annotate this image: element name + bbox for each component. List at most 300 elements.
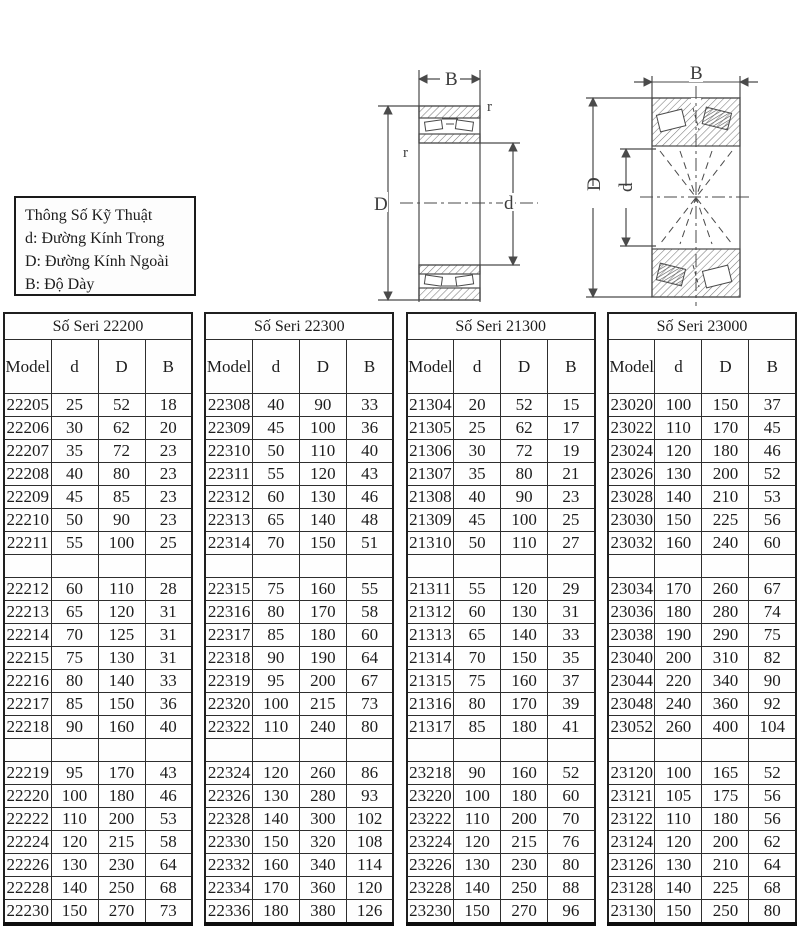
table-row [407,785,595,808]
value-cell: 140 [51,877,98,900]
value-cell: 40 [252,394,299,417]
value-cell: 60 [346,624,393,647]
value-cell: 270 [501,900,548,925]
dim-label-D: D [584,177,605,191]
separator-cell [655,555,702,578]
value-cell: 33 [145,670,192,693]
column-header-d: D [501,340,548,394]
value-cell: 125 [98,624,145,647]
value-cell: 126 [346,900,393,925]
table-row [407,647,595,670]
table-row [407,831,595,854]
separator-cell [299,739,346,762]
separator-cell [98,555,145,578]
model-cell: 22208 [4,463,51,486]
value-cell: 210 [702,486,749,509]
value-cell: 300 [299,808,346,831]
table-row [4,854,192,877]
tables-section [0,312,800,926]
value-cell: 150 [655,900,702,925]
value-cell: 105 [655,785,702,808]
model-cell: 21314 [407,647,454,670]
value-cell: 35 [454,463,501,486]
dim-label-r-side: r [403,145,408,161]
value-cell: 200 [98,808,145,831]
model-cell: 22311 [205,463,252,486]
spec-table-23000 [607,312,797,926]
value-cell: 260 [299,762,346,785]
value-cell: 120 [501,578,548,601]
dim-label-d: d [504,193,514,214]
value-cell: 20 [145,417,192,440]
value-cell: 52 [501,394,548,417]
value-cell: 58 [145,831,192,854]
model-cell: 22222 [4,808,51,831]
value-cell: 360 [299,877,346,900]
value-cell: 62 [98,417,145,440]
value-cell: 102 [346,808,393,831]
table-row [407,693,595,716]
value-cell: 73 [346,693,393,716]
model-cell: 21311 [407,578,454,601]
value-cell: 74 [749,601,796,624]
table-row [407,624,595,647]
value-cell: 120 [98,601,145,624]
value-cell: 110 [252,716,299,739]
value-cell: 90 [51,716,98,739]
value-cell: 270 [98,900,145,925]
value-cell: 72 [501,440,548,463]
table-row [205,785,393,808]
value-cell: 180 [299,624,346,647]
table-row [407,900,595,925]
value-cell: 104 [749,716,796,739]
value-cell: 72 [98,440,145,463]
value-cell: 80 [252,601,299,624]
spec-info-line-d: d: Đường Kính Trong [25,230,165,247]
model-cell: 22207 [4,440,51,463]
value-cell: 140 [655,877,702,900]
separator-row [407,739,595,762]
value-cell: 80 [98,463,145,486]
value-cell: 150 [702,394,749,417]
table-row [608,647,796,670]
table-row [4,509,192,532]
model-cell: 22324 [205,762,252,785]
model-cell: 23052 [608,716,655,739]
value-cell: 52 [749,463,796,486]
value-cell: 58 [346,601,393,624]
table-row [407,417,595,440]
model-cell: 22320 [205,693,252,716]
table-row [608,486,796,509]
value-cell: 120 [454,831,501,854]
value-cell: 90 [299,394,346,417]
column-header-model: Model [407,340,454,394]
value-cell: 46 [145,785,192,808]
value-cell: 60 [252,486,299,509]
model-cell: 23026 [608,463,655,486]
value-cell: 160 [655,532,702,555]
value-cell: 55 [51,532,98,555]
value-cell: 80 [749,900,796,925]
table-row [205,831,393,854]
model-cell: 22209 [4,486,51,509]
table-row [205,394,393,417]
value-cell: 190 [655,624,702,647]
table-row [205,716,393,739]
value-cell: 45 [252,417,299,440]
value-cell: 170 [702,417,749,440]
value-cell: 150 [252,831,299,854]
value-cell: 15 [548,394,595,417]
table-row [4,900,192,925]
spec-info-title: Thông Số Kỹ Thuật [25,207,153,224]
value-cell: 27 [548,532,595,555]
table-row [407,394,595,417]
value-cell: 36 [145,693,192,716]
value-cell: 100 [454,785,501,808]
value-cell: 130 [51,854,98,877]
value-cell: 35 [548,647,595,670]
table-row [608,578,796,601]
value-cell: 170 [98,762,145,785]
value-cell: 25 [548,509,595,532]
table-row [407,762,595,785]
value-cell: 100 [252,693,299,716]
column-header-b: B [346,340,393,394]
model-cell: 22217 [4,693,51,716]
value-cell: 240 [299,716,346,739]
separator-cell [205,555,252,578]
value-cell: 52 [548,762,595,785]
table-row [608,601,796,624]
value-cell: 160 [98,716,145,739]
value-cell: 33 [548,624,595,647]
separator-cell [749,555,796,578]
value-cell: 88 [548,877,595,900]
value-cell: 64 [346,647,393,670]
table-row [205,670,393,693]
value-cell: 140 [655,486,702,509]
value-cell: 215 [98,831,145,854]
model-cell: 22216 [4,670,51,693]
value-cell: 200 [655,647,702,670]
value-cell: 92 [749,693,796,716]
model-cell: 23044 [608,670,655,693]
value-cell: 23 [145,509,192,532]
table-row [608,785,796,808]
model-cell: 21310 [407,532,454,555]
model-cell: 22213 [4,601,51,624]
value-cell: 290 [702,624,749,647]
table-row [407,440,595,463]
model-cell: 22308 [205,394,252,417]
spec-info-line-B: B: Độ Dày [25,276,95,293]
separator-cell [4,739,51,762]
column-header-d: D [299,340,346,394]
table-row [4,532,192,555]
model-cell: 21316 [407,693,454,716]
value-cell: 37 [749,394,796,417]
column-header-b: B [145,340,192,394]
value-cell: 82 [749,647,796,670]
value-cell: 260 [702,578,749,601]
bearing-section-drawing [370,62,565,307]
value-cell: 75 [252,578,299,601]
model-cell: 23224 [407,831,454,854]
value-cell: 68 [145,877,192,900]
value-cell: 65 [252,509,299,532]
model-cell: 22322 [205,716,252,739]
value-cell: 36 [346,417,393,440]
table-header-row [608,340,796,394]
model-cell: 22215 [4,647,51,670]
separator-cell [407,739,454,762]
table-row [608,394,796,417]
model-cell: 23040 [608,647,655,670]
model-cell: 23024 [608,440,655,463]
value-cell: 170 [252,877,299,900]
value-cell: 80 [346,716,393,739]
spec-table-22200 [3,312,193,926]
value-cell: 80 [51,670,98,693]
value-cell: 25 [145,532,192,555]
value-cell: 17 [548,417,595,440]
column-header-model: Model [4,340,51,394]
value-cell: 41 [548,716,595,739]
value-cell: 93 [346,785,393,808]
value-cell: 31 [548,601,595,624]
separator-cell [145,555,192,578]
table-row [4,877,192,900]
separator-cell [407,555,454,578]
table-row [205,463,393,486]
value-cell: 160 [252,854,299,877]
table-row [205,693,393,716]
separator-row [4,739,192,762]
model-cell: 22314 [205,532,252,555]
table-row [608,509,796,532]
model-cell: 21317 [407,716,454,739]
model-cell: 23020 [608,394,655,417]
table-row [205,877,393,900]
value-cell: 60 [454,601,501,624]
model-cell: 21308 [407,486,454,509]
value-cell: 280 [702,601,749,624]
separator-row [407,555,595,578]
value-cell: 130 [655,463,702,486]
value-cell: 120 [655,440,702,463]
model-cell: 23128 [608,877,655,900]
column-header-model: Model [205,340,252,394]
value-cell: 180 [98,785,145,808]
value-cell: 120 [346,877,393,900]
table-row [608,463,796,486]
value-cell: 55 [454,578,501,601]
model-cell: 22328 [205,808,252,831]
table-row [205,509,393,532]
table-row [205,486,393,509]
value-cell: 100 [655,762,702,785]
value-cell: 114 [346,854,393,877]
dim-label-r-top: r [487,99,492,115]
value-cell: 60 [749,532,796,555]
model-cell: 23121 [608,785,655,808]
model-cell: 22317 [205,624,252,647]
table-row [407,670,595,693]
value-cell: 240 [655,693,702,716]
table-row [407,877,595,900]
value-cell: 100 [299,417,346,440]
value-cell: 250 [702,900,749,925]
model-cell: 23228 [407,877,454,900]
table-row [4,394,192,417]
separator-cell [51,739,98,762]
table-row [407,808,595,831]
value-cell: 210 [702,854,749,877]
value-cell: 60 [51,578,98,601]
separator-cell [346,555,393,578]
value-cell: 215 [299,693,346,716]
table-row [205,440,393,463]
value-cell: 76 [548,831,595,854]
model-cell: 22214 [4,624,51,647]
model-cell: 23038 [608,624,655,647]
model-cell: 22211 [4,532,51,555]
model-cell: 22316 [205,601,252,624]
table-row [608,693,796,716]
table-row [4,831,192,854]
model-cell: 22312 [205,486,252,509]
separator-cell [205,739,252,762]
value-cell: 55 [346,578,393,601]
model-cell: 22205 [4,394,51,417]
value-cell: 73 [145,900,192,925]
value-cell: 110 [51,808,98,831]
value-cell: 46 [346,486,393,509]
value-cell: 23 [145,463,192,486]
dim-label-B: B [445,69,458,90]
table-title: Số Seri 21300 [407,313,595,340]
value-cell: 150 [299,532,346,555]
table-row [4,785,192,808]
value-cell: 150 [98,693,145,716]
value-cell: 75 [51,647,98,670]
separator-row [608,739,796,762]
model-cell: 21312 [407,601,454,624]
model-cell: 23218 [407,762,454,785]
value-cell: 130 [454,854,501,877]
dim-label-B: B [690,63,703,84]
model-cell: 23028 [608,486,655,509]
value-cell: 120 [299,463,346,486]
separator-cell [702,739,749,762]
model-cell: 23030 [608,509,655,532]
separator-row [205,555,393,578]
separator-cell [454,739,501,762]
value-cell: 360 [702,693,749,716]
model-cell: 23120 [608,762,655,785]
value-cell: 56 [749,509,796,532]
value-cell: 140 [299,509,346,532]
value-cell: 20 [454,394,501,417]
value-cell: 85 [454,716,501,739]
value-cell: 35 [51,440,98,463]
separator-cell [501,555,548,578]
table-row [205,647,393,670]
value-cell: 96 [548,900,595,925]
value-cell: 90 [454,762,501,785]
value-cell: 86 [346,762,393,785]
value-cell: 180 [501,716,548,739]
value-cell: 80 [501,463,548,486]
value-cell: 180 [655,601,702,624]
value-cell: 380 [299,900,346,925]
value-cell: 100 [655,394,702,417]
value-cell: 140 [501,624,548,647]
value-cell: 64 [749,854,796,877]
value-cell: 64 [145,854,192,877]
table-row [407,716,595,739]
table-row [205,601,393,624]
value-cell: 280 [299,785,346,808]
table-row [205,854,393,877]
table-header-row [407,340,595,394]
table-row [407,854,595,877]
value-cell: 110 [655,417,702,440]
table-row [608,440,796,463]
value-cell: 110 [98,578,145,601]
value-cell: 28 [145,578,192,601]
value-cell: 70 [51,624,98,647]
value-cell: 140 [454,877,501,900]
value-cell: 120 [655,831,702,854]
value-cell: 190 [299,647,346,670]
spec-info-box [14,196,196,296]
model-cell: 23126 [608,854,655,877]
separator-cell [346,739,393,762]
value-cell: 85 [252,624,299,647]
model-cell: 22319 [205,670,252,693]
spec-table-21300 [406,312,596,926]
value-cell: 160 [501,670,548,693]
model-cell: 23022 [608,417,655,440]
value-cell: 180 [702,440,749,463]
value-cell: 180 [252,900,299,925]
dim-label-d: d [616,182,637,192]
model-cell: 21307 [407,463,454,486]
value-cell: 52 [98,394,145,417]
value-cell: 140 [252,808,299,831]
table-row [205,578,393,601]
value-cell: 215 [501,831,548,854]
model-cell: 22315 [205,578,252,601]
value-cell: 95 [51,762,98,785]
value-cell: 110 [655,808,702,831]
table-row [608,417,796,440]
value-cell: 180 [702,808,749,831]
value-cell: 90 [501,486,548,509]
column-header-d: D [702,340,749,394]
value-cell: 110 [501,532,548,555]
model-cell: 22318 [205,647,252,670]
value-cell: 30 [51,417,98,440]
value-cell: 60 [548,785,595,808]
table-row [4,808,192,831]
value-cell: 200 [702,831,749,854]
model-cell: 22206 [4,417,51,440]
